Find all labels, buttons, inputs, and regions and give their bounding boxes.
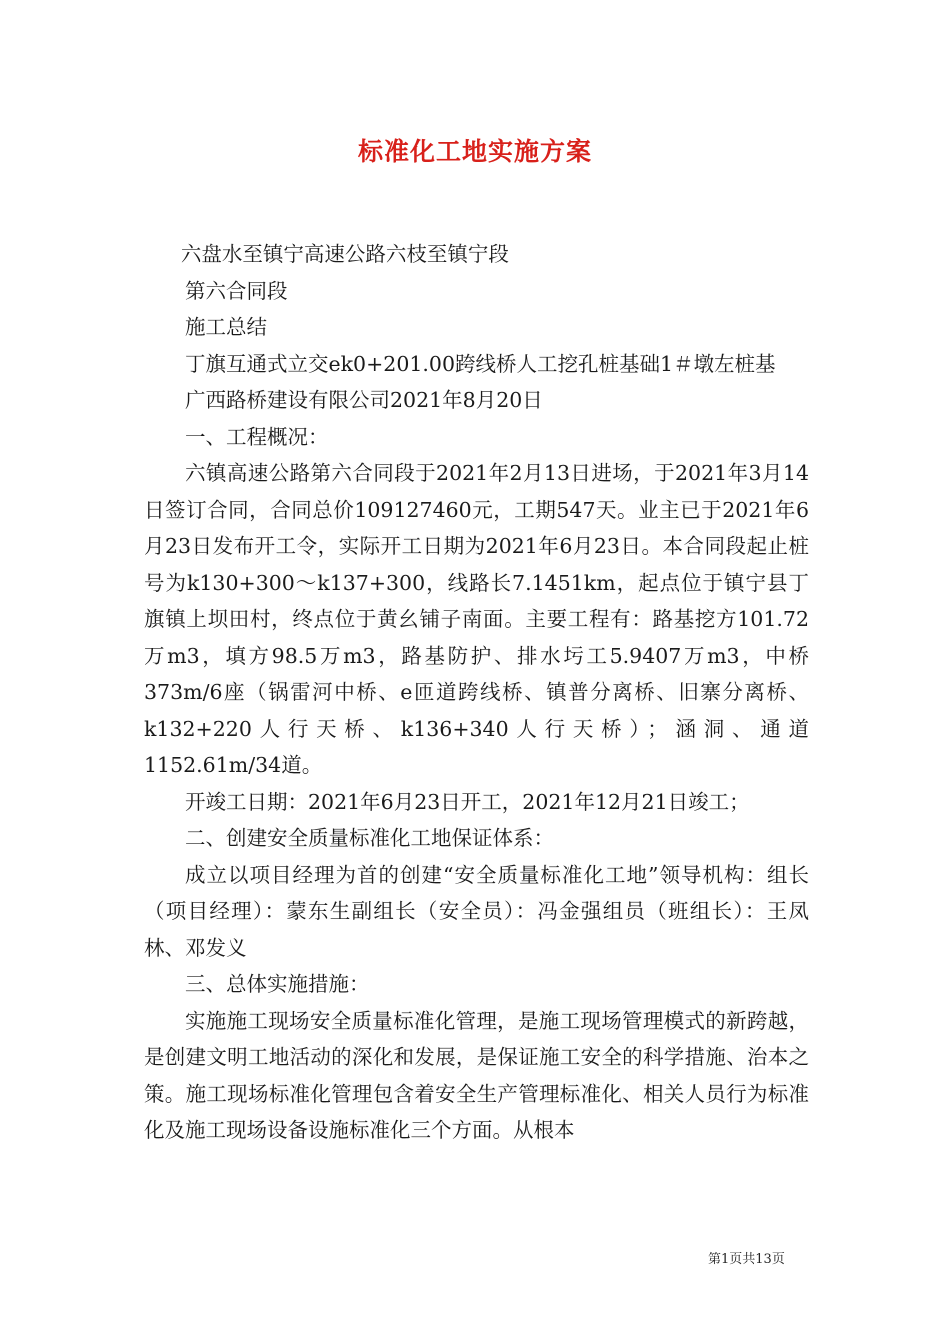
- section-heading-guarantee: 二、创建安全质量标准化工地保证体系：: [185, 826, 554, 850]
- paragraph-overview: 六镇高速公路第六合同段于2021年2月13日进场，于2021年3月14日签订合同，合同总价109127460元，工期547天。业主已于2021年6月23日发布开工令，实际开工日期为2021年6月23日。本合同段起止桩号为k130+300～k137+300，线路长7.1451km，起点位于镇宁县丁旗镇上坝田村，终点位于黄幺铺子南面。主要工程有：路基挖方101.72万m3，填方98.5万m3，路基防护、排水圬工5.9407万m3，中桥373m/6座（锅雷河中桥、e匝道跨线桥、镇普分离桥、旧寨分离桥、k132+220人行天桥、k136+340人行天桥）；涵洞、通道1152.61m/34道。: [144, 461, 809, 777]
- paragraph-dates: 开竣工日期：2021年6月23日开工，2021年12月21日竣工；: [185, 789, 750, 814]
- paragraph-measures: 实施施工现场安全质量标准化管理，是施工现场管理模式的新跨越，是创建文明工地活动的深化和发展，是保证施工安全的科学措施、治本之策。施工现场标准化管理包含着安全生产管理标准化、相关人员行为标准化及施工现场设备设施标准化三个方面。从根本: [144, 1008, 809, 1142]
- paragraph-bridge-subject: 丁旗互通式立交ek0+201.00跨线桥人工挖孔桩基础1＃墩左桩基: [185, 351, 776, 376]
- paragraph-summary-label: 施工总结: [185, 315, 267, 339]
- document-body: [144, 236, 809, 1149]
- paragraph-contract-section: 第六合同段: [185, 278, 288, 303]
- page-footer: 第1页共13页: [708, 1252, 785, 1267]
- paragraph-company-date: 广西路桥建设有限公司2021年8月20日: [185, 388, 543, 412]
- paragraph-project-name: 六盘水至镇宁高速公路六枝至镇宁段: [180, 242, 509, 266]
- document-title: 标准化工地实施方案: [357, 137, 592, 166]
- section-heading-measures: 三、总体实施措施：: [185, 972, 370, 996]
- paragraph-organization: 成立以项目经理为首的创建“安全质量标准化工地”领导机构：组长（项目经理）：蒙东生副组长（安全员）：冯金强组员（班组长）：王凤林、邓发义: [144, 862, 809, 960]
- section-heading-overview: 一、工程概况：: [185, 424, 329, 449]
